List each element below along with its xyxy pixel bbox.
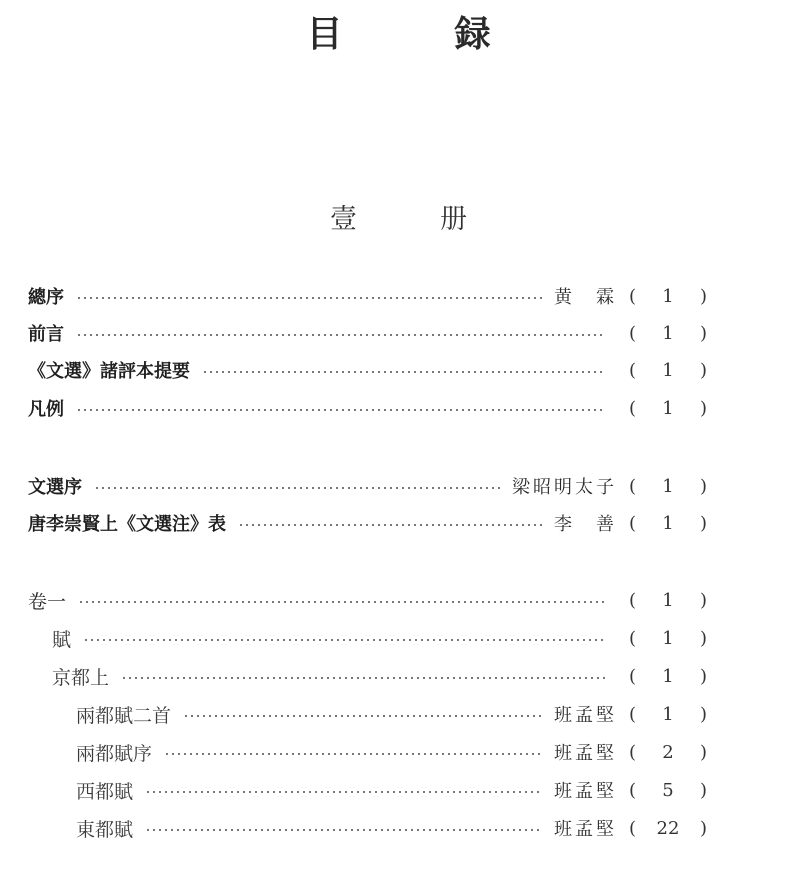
entry-title: 兩都賦二首 <box>76 704 172 727</box>
toc-entry[interactable] <box>0 472 797 500</box>
page-number: 1 <box>662 285 674 307</box>
entry-page: ( 1 ) <box>629 703 707 725</box>
entry-title: 兩都賦序 <box>76 742 153 765</box>
entry-author: 李 善 <box>554 514 617 535</box>
toc-entry[interactable] <box>0 356 797 384</box>
entry-author: 班孟堅 <box>554 705 617 726</box>
leader-dots <box>83 639 605 641</box>
entry-page: ( 1 ) <box>629 475 707 497</box>
leader-dots <box>145 791 542 793</box>
volume-title: 壹 册 <box>330 204 495 235</box>
entry-author: 梁昭明太子 <box>512 477 617 498</box>
entry-author: 班孟堅 <box>554 819 617 840</box>
entry-page: ( 1 ) <box>629 397 707 419</box>
entry-page: ( 1 ) <box>629 627 707 649</box>
page-number: 1 <box>662 322 674 344</box>
page-number: 22 <box>656 817 680 839</box>
leader-dots <box>238 524 542 526</box>
toc-entry[interactable] <box>0 586 797 614</box>
entry-title: 文選序 <box>28 477 82 498</box>
toc-entry[interactable] <box>0 624 797 652</box>
toc-entry[interactable] <box>0 700 797 728</box>
leader-dots <box>76 409 605 411</box>
entry-page: ( 1 ) <box>629 512 707 534</box>
toc-entry[interactable] <box>0 394 797 422</box>
entry-title: 西都賦 <box>76 780 134 803</box>
entry-page: ( 1 ) <box>629 665 707 687</box>
leader-dots <box>145 829 542 831</box>
entry-title: 唐李崇賢上《文選注》表 <box>28 514 226 535</box>
entry-title: 賦 <box>52 628 72 651</box>
leader-dots <box>76 297 542 299</box>
toc-entry[interactable] <box>0 738 797 766</box>
leader-dots <box>183 715 542 717</box>
entry-page: ( 22 ) <box>629 817 707 839</box>
entry-title: 京都上 <box>52 666 110 689</box>
toc-entry[interactable] <box>0 509 797 537</box>
page-number: 5 <box>662 779 674 801</box>
leader-dots <box>164 753 542 755</box>
toc-entry[interactable] <box>0 319 797 347</box>
entry-page: ( 2 ) <box>629 741 707 763</box>
toc-entry[interactable] <box>0 776 797 804</box>
page-number: 1 <box>662 397 674 419</box>
entry-page: ( 1 ) <box>629 589 707 611</box>
entry-title: 前言 <box>28 324 64 345</box>
page-title: 目 録 <box>306 14 529 55</box>
page-number: 1 <box>662 627 674 649</box>
leader-dots <box>202 371 605 373</box>
entry-author: 班孟堅 <box>554 781 617 802</box>
entry-page: ( 1 ) <box>629 359 707 381</box>
page-number: 1 <box>662 359 674 381</box>
leader-dots <box>121 677 605 679</box>
toc-entry[interactable] <box>0 814 797 842</box>
entry-page: ( 5 ) <box>629 779 707 801</box>
entry-title: 凡例 <box>28 399 64 420</box>
entry-page: ( 1 ) <box>629 285 707 307</box>
page-number: 1 <box>662 665 674 687</box>
page-number: 1 <box>662 512 674 534</box>
entry-title: 《文選》諸評本提要 <box>28 361 190 382</box>
entry-title: 東都賦 <box>76 818 134 841</box>
leader-dots <box>78 601 605 603</box>
page-number: 1 <box>662 703 674 725</box>
leader-dots <box>94 487 500 489</box>
leader-dots <box>76 334 605 336</box>
toc-entry[interactable] <box>0 662 797 690</box>
entry-author: 班孟堅 <box>554 743 617 764</box>
page-number: 1 <box>662 475 674 497</box>
entry-title: 總序 <box>28 287 64 308</box>
entry-page: ( 1 ) <box>629 322 707 344</box>
toc-entry[interactable] <box>0 282 797 310</box>
page-number: 1 <box>662 589 674 611</box>
entry-title: 卷一 <box>28 590 67 613</box>
entry-author: 黄 霖 <box>554 287 617 308</box>
page-number: 2 <box>662 741 674 763</box>
